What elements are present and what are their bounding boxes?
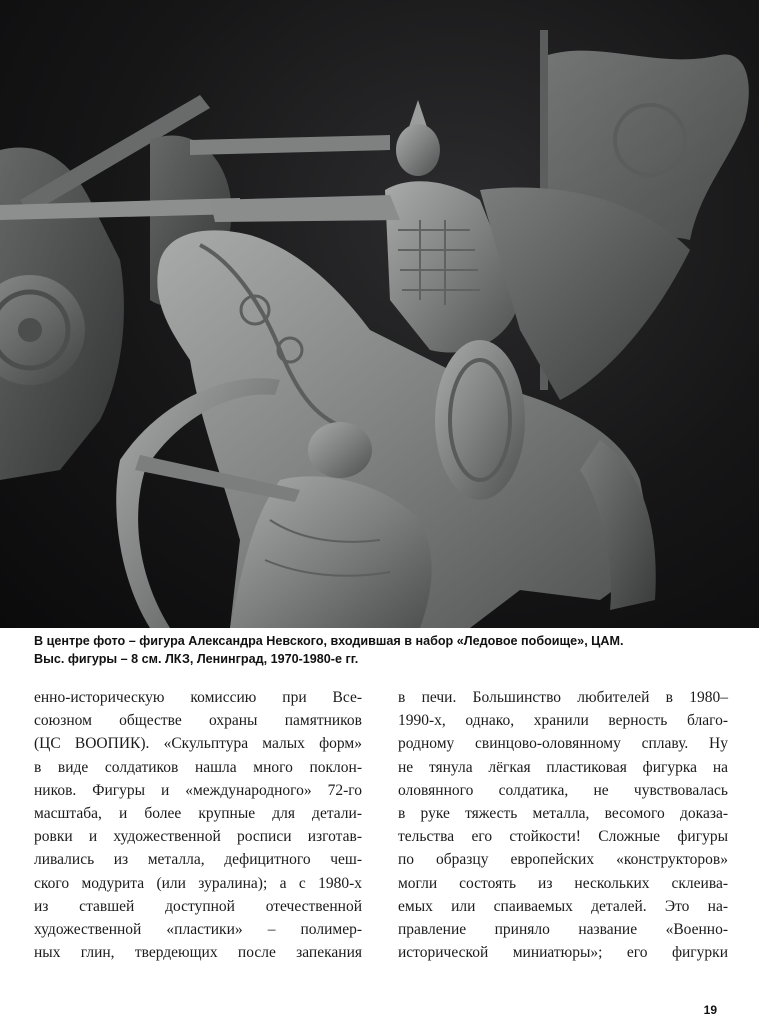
text-line: масштаба, и более крупные для детали- bbox=[34, 804, 362, 822]
text-line: ников. Фигуры и «международного» 72-го bbox=[34, 781, 362, 799]
text-line: в печи. Большинство любителей в 1980– bbox=[398, 689, 728, 706]
caption-line: Выс. фигуры – 8 см. ЛКЗ, Ленинград, 1970-1980-е гг. bbox=[34, 652, 359, 666]
text-line: в виде солдатиков нашла много поклон- bbox=[34, 758, 362, 776]
page-number: 19 bbox=[703, 1003, 717, 1017]
text-line: исторической миниатюры»; его фигурки bbox=[398, 944, 728, 962]
text-line: в руке тяжесть металла, весомого доказа- bbox=[398, 804, 728, 822]
text-line: емых или спаиваемых деталей. Это на- bbox=[398, 897, 728, 915]
text-line: могли состоять из нескольких склеива- bbox=[398, 874, 728, 892]
text-line: союзном обществе охраны памятников bbox=[34, 712, 362, 730]
text-line: по образцу европейских «конструкторов» bbox=[398, 851, 728, 869]
text-line: художественной «пластики» – полимер- bbox=[34, 920, 362, 938]
text-line: не тянула лёгкая пластиковая фигурка на bbox=[398, 758, 728, 776]
text-column-left bbox=[34, 686, 362, 964]
text-line: тельства его стойкости! Сложные фигуры bbox=[398, 828, 728, 846]
text-line: из ставшей доступной отечественной bbox=[34, 897, 362, 915]
caption-line: В центре фото – фигура Александра Невского, входившая в набор «Ледовое побоище», ЦАМ. bbox=[34, 634, 624, 648]
text-line: 1990-х, однако, хранили верность благо- bbox=[398, 712, 728, 730]
text-line: родному свинцово-оловянному сплаву. Ну bbox=[398, 735, 728, 753]
text-line: енно-историческую комиссию при Все- bbox=[34, 689, 362, 706]
text-line: ных глин, твердеющих после запекания bbox=[34, 944, 362, 962]
text-line: ровки и художественной росписи изготав- bbox=[34, 828, 362, 846]
text-line: ливались из металла, дефицитного чеш- bbox=[34, 851, 362, 869]
photo-caption bbox=[34, 632, 734, 668]
text-line: ского модурита (или зуралина); а с 1980-х bbox=[34, 874, 362, 892]
text-line: (ЦС ВООПИК). «Скульптура малых форм» bbox=[34, 735, 362, 753]
text-line: правление приняло название «Военно- bbox=[398, 920, 728, 938]
text-column-right bbox=[398, 686, 728, 964]
text-line: оловянного солдатика, не чувствовалась bbox=[398, 781, 728, 799]
